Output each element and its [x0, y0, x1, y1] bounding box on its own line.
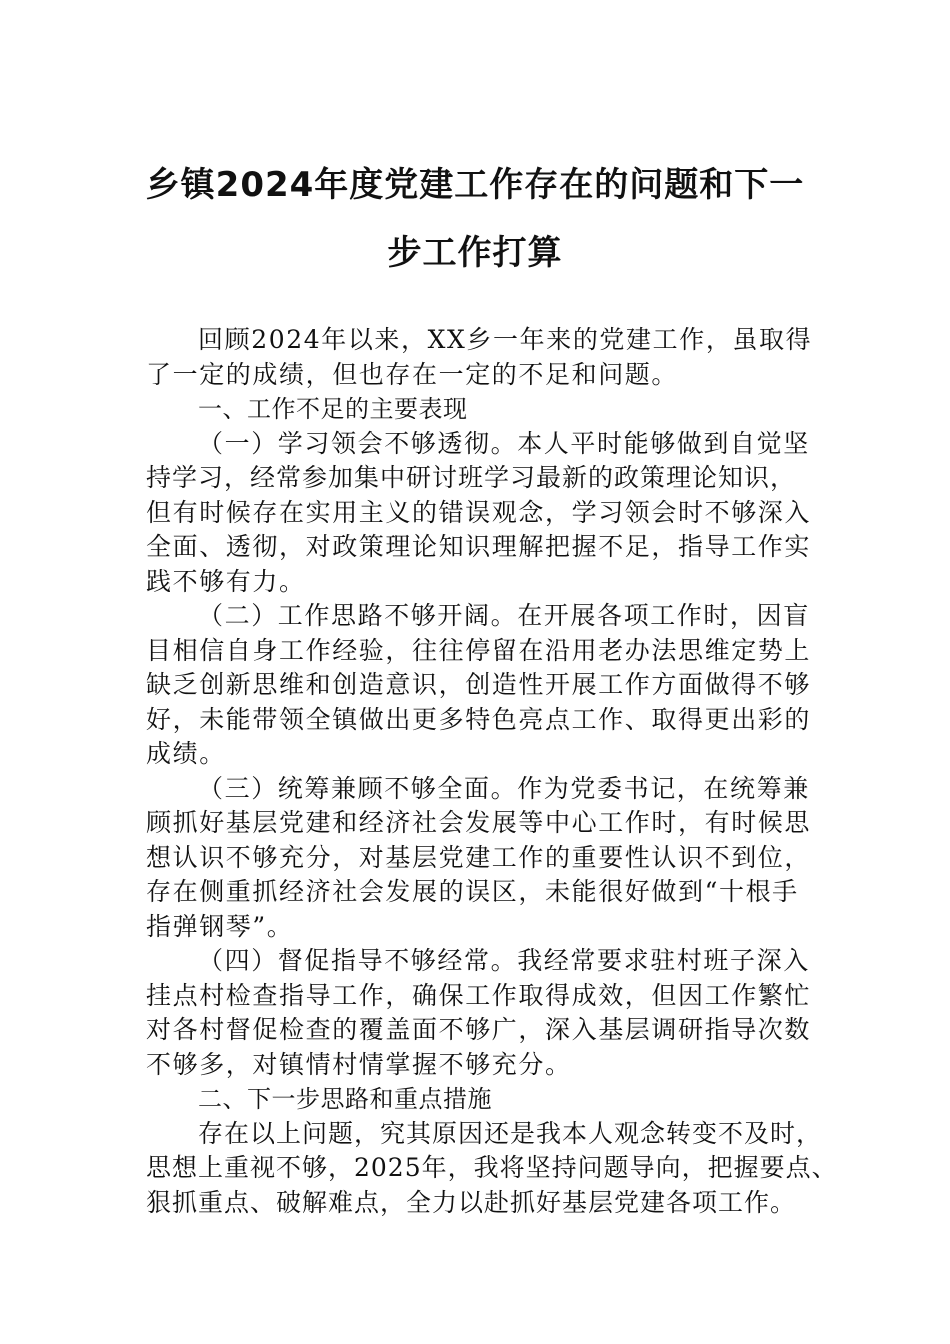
- paragraph-line: 狠抓重点、破解难点，全力以赴抓好基层党建各项工作。: [146, 1187, 797, 1217]
- paragraph-line: （二）工作思路不够开阔。在开展各项工作时，因盲: [198, 601, 810, 630]
- paragraph-line: 但有时候存在实用主义的错误观念，学习领会时不够深入: [146, 497, 812, 527]
- paragraph-line: 存在以上问题，究其原因还是我本人观念转变不及时，: [198, 1118, 823, 1148]
- paragraph-line: 思想上重视不够，2025年，我将坚持问题导向，把握要点、: [146, 1153, 838, 1182]
- paragraph-line: 好，未能带领全镇做出更多特色亮点工作、取得更出彩的: [146, 704, 812, 734]
- paragraph-line: 了一定的成绩，但也存在一定的不足和问题。: [146, 359, 679, 389]
- paragraph-line: 全面、透彻，对政策理论知识理解把握不足，指导工作实: [146, 532, 812, 561]
- paragraph-line: 挂点村检查指导工作，确保工作取得成效，但因工作繁忙: [146, 980, 812, 1010]
- paragraph-line: 缺乏创新思维和创造意识，创造性开展工作方面做得不够: [146, 670, 812, 699]
- section-heading: 一、工作不足的主要表现: [198, 395, 468, 423]
- document-title-line-2: 步工作打算: [387, 233, 563, 273]
- paragraph-line: 想认识不够充分，对基层党建工作的重要性认识不到位，: [146, 842, 812, 872]
- paragraph-line: （三）统筹兼顾不够全面。作为党委书记，在统筹兼: [198, 773, 810, 803]
- paragraph-line: 顾抓好基层党建和经济社会发展等中心工作时，有时候思: [146, 808, 812, 837]
- paragraph-line: 目相信自身工作经验，往往停留在沿用老办法思维定势上: [146, 635, 812, 665]
- paragraph-line: 不够多，对镇情村情掌握不够充分。: [146, 1049, 572, 1079]
- document-body: [146, 323, 838, 1220]
- section-heading: 二、下一步思路和重点措施: [198, 1085, 492, 1113]
- document-title-line-1: 乡镇2024年度党建工作存在的问题和下一: [145, 165, 805, 205]
- paragraph-line: 践不够有力。: [146, 566, 306, 596]
- paragraph-line: 持学习，经常参加集中研讨班学习最新的政策理论知识，: [146, 463, 797, 492]
- paragraph-line: 成绩。: [146, 739, 226, 768]
- paragraph-line: 指弹钢琴”。: [146, 911, 294, 941]
- paragraph-line: （一）学习领会不够透彻。本人平时能够做到自觉坚: [198, 428, 810, 458]
- paragraph-line: 回顾2024年以来，XX乡一年来的党建工作，虽取得: [198, 325, 813, 354]
- paragraph-line: 对各村督促检查的覆盖面不够广，深入基层调研指导次数: [146, 1015, 812, 1044]
- paragraph-line: （四）督促指导不够经常。我经常要求驻村班子深入: [198, 946, 810, 975]
- paragraph-line: 存在侧重抓经济社会发展的误区，未能很好做到“十根手: [146, 877, 799, 906]
